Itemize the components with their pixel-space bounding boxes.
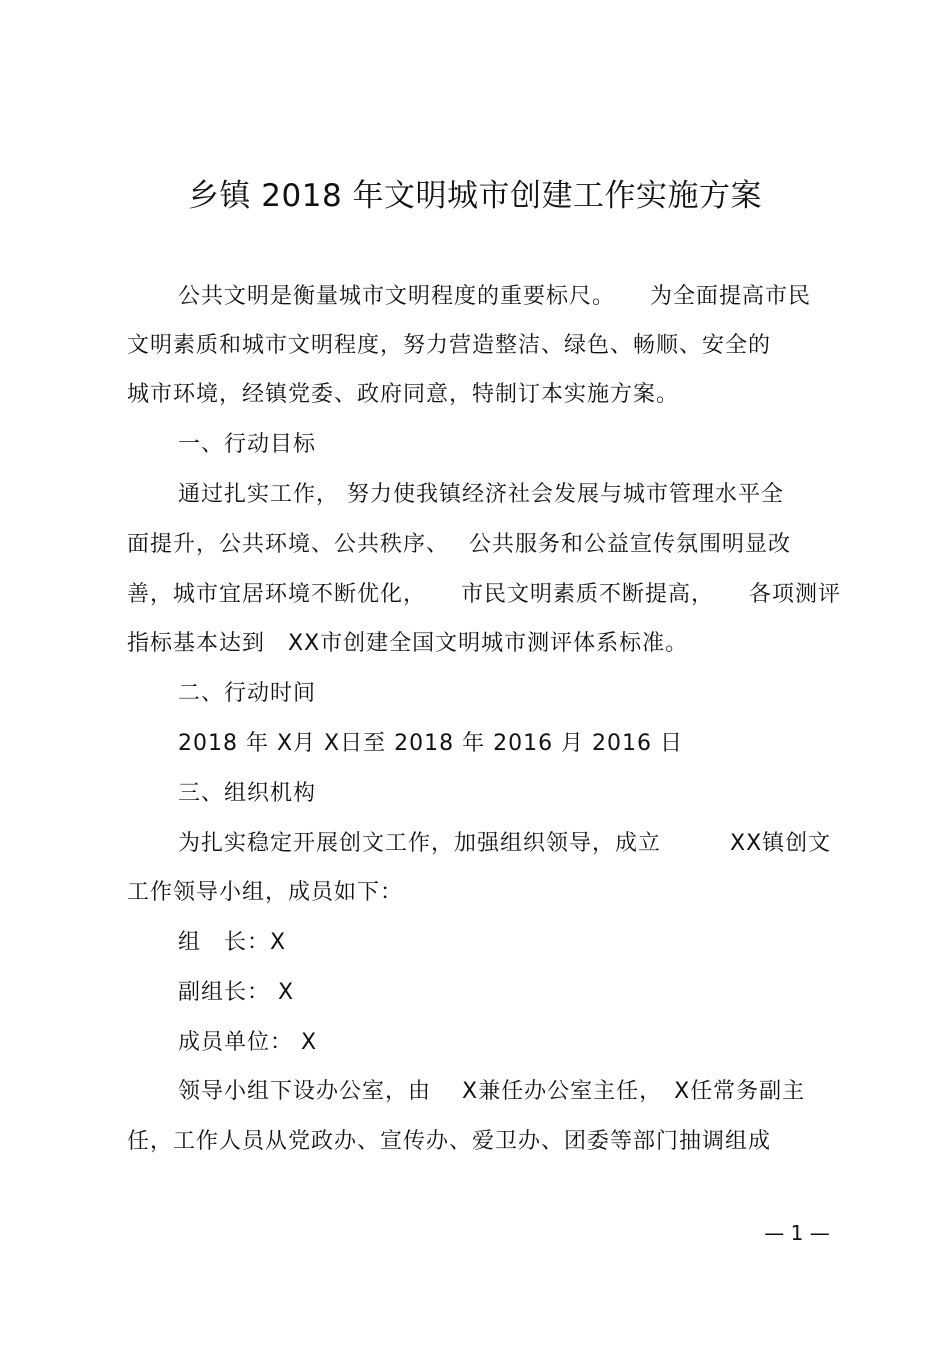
section-heading: 三、组织机构 [178, 781, 317, 806]
paragraph-line: 面提升，公共环境、公共秩序、 公共服务和公益宣传氛围明显改 [127, 532, 791, 557]
paragraph-line: 文明素质和城市文明程度，努力营造整洁、绿色、畅顺、安全的 [127, 333, 772, 358]
paragraph-line: 公共文明是衡量城市文明程度的重要标尺。 为全面提高市民 [178, 284, 812, 309]
paragraph-line: 任，工作人员从党政办、宣传办、爱卫办、团委等部门抽调组成 [127, 1129, 772, 1154]
paragraph-line: 善，城市宜居环境不断优化， 市民文明素质不断提高， 各项测评 [127, 582, 842, 607]
paragraph-line: 通过扎实工作， 努力使我镇经济社会发展与城市管理水平全 [178, 482, 784, 507]
paragraph-line: 组 长：X [178, 930, 287, 955]
section-heading: 二、行动时间 [178, 681, 317, 706]
paragraph-line: 城市环境，经镇党委、政府同意，特制订本实施方案。 [127, 382, 680, 407]
paragraph-line: 副组长： X [178, 980, 295, 1005]
paragraph-line: 2018 年 X月 X日至 2018 年 2016 月 2016 日 [178, 731, 684, 756]
page-number: — 1 — [764, 1221, 830, 1245]
paragraph-line: 指标基本达到 XX市创建全国文明城市测评体系标准。 [127, 631, 689, 656]
section-heading: 一、行动目标 [178, 432, 317, 457]
document-title: 乡镇 2018 年文明城市创建工作实施方案 [187, 178, 763, 214]
paragraph-line: 成员单位： X [178, 1030, 318, 1055]
paragraph-line: 工作领导小组，成员如下： [127, 880, 404, 905]
paragraph-line: 领导小组下设办公室，由 X兼任办公室主任， X任常务副主 [178, 1079, 806, 1104]
paragraph-line: 为扎实稳定开展创文工作，加强组织领导，成立 XX镇创文 [178, 831, 832, 856]
